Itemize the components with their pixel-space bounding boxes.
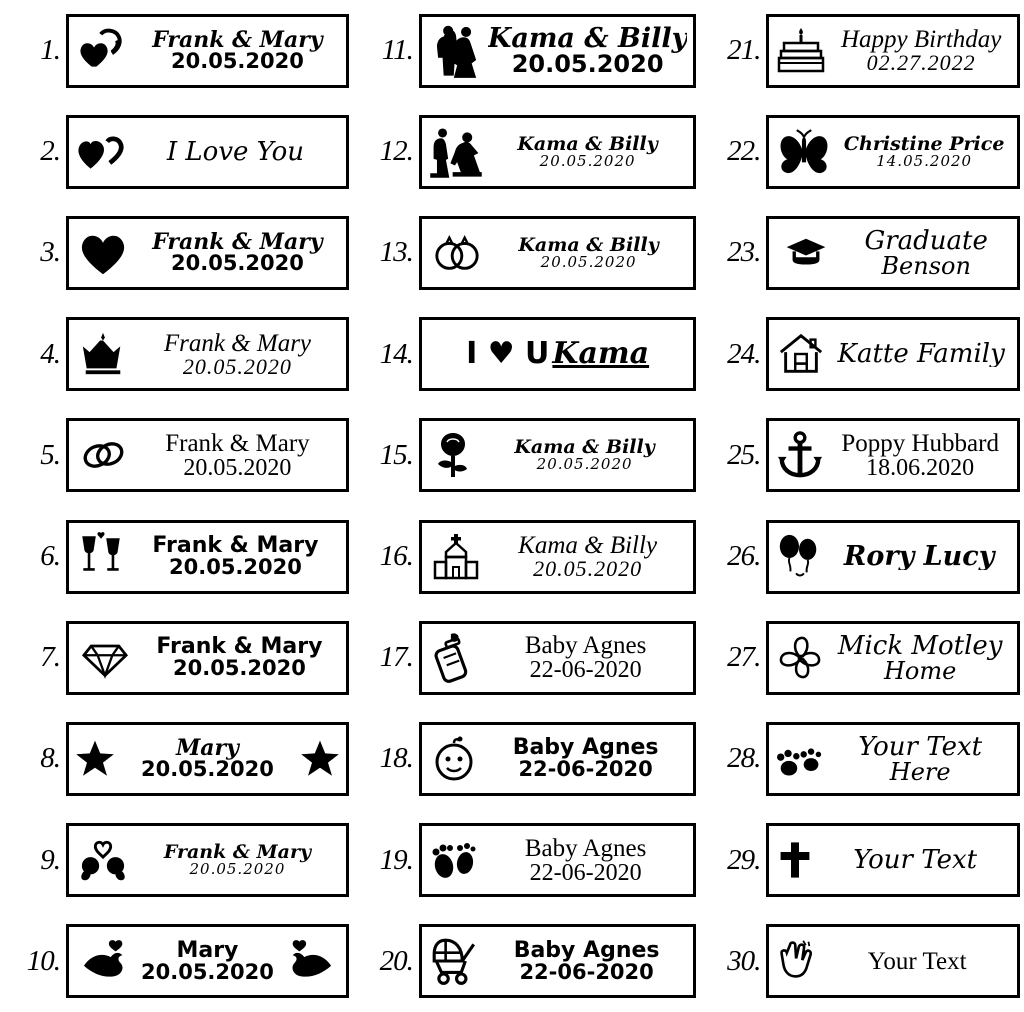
design-cell bbox=[700, 506, 1024, 607]
design-cell bbox=[0, 304, 353, 405]
love-birds-icon bbox=[75, 836, 131, 884]
design-line-2: 22-06-2020 bbox=[529, 859, 642, 885]
design-text bbox=[831, 27, 1011, 74]
design-plate[interactable] bbox=[766, 14, 1020, 88]
paw-prints-icon bbox=[775, 736, 825, 782]
design-number: 18. bbox=[379, 742, 413, 775]
design-line-1: Your Text bbox=[858, 733, 983, 762]
design-cell bbox=[700, 0, 1024, 101]
design-plate[interactable] bbox=[419, 520, 696, 594]
interlocked-rings-icon bbox=[428, 229, 486, 277]
design-plate[interactable] bbox=[419, 14, 696, 88]
design-plate[interactable] bbox=[66, 14, 349, 88]
baby-face-icon bbox=[428, 734, 480, 784]
design-line-2: 02.27.2022 bbox=[866, 50, 976, 75]
design-line-1: Baby Agnes bbox=[524, 633, 647, 660]
design-text bbox=[488, 533, 687, 580]
design-line-2: 18.06.2020 bbox=[866, 454, 975, 480]
design-text bbox=[135, 231, 340, 274]
peace-hand-icon bbox=[775, 936, 819, 986]
design-text bbox=[829, 734, 1011, 784]
design-cell bbox=[353, 708, 700, 809]
design-plate[interactable] bbox=[766, 115, 1020, 189]
design-cell bbox=[700, 101, 1024, 202]
design-number: 27. bbox=[727, 641, 761, 674]
stroller-icon bbox=[428, 935, 482, 987]
design-cell bbox=[353, 202, 700, 303]
design-text bbox=[135, 29, 340, 72]
design-text bbox=[488, 135, 687, 169]
design-cell bbox=[700, 202, 1024, 303]
design-number: 21. bbox=[727, 34, 761, 67]
design-line-2: 22-06-2020 bbox=[529, 657, 642, 683]
design-plate[interactable] bbox=[766, 924, 1020, 998]
design-cell bbox=[353, 607, 700, 708]
design-cell bbox=[0, 202, 353, 303]
design-number: 23. bbox=[727, 236, 761, 269]
design-number: 3. bbox=[40, 236, 60, 269]
doves-icon bbox=[278, 937, 340, 985]
design-text bbox=[135, 843, 340, 877]
design-plate[interactable] bbox=[766, 317, 1020, 391]
design-text bbox=[141, 940, 274, 983]
design-line-1: Baby Agnes bbox=[513, 939, 660, 963]
design-line-2: 20.05.2020 bbox=[141, 959, 274, 983]
design-text bbox=[135, 331, 340, 378]
design-plate[interactable] bbox=[766, 418, 1020, 492]
design-line-1: Frank & Mary bbox=[163, 330, 312, 357]
diamond-icon bbox=[75, 635, 135, 681]
design-cell bbox=[700, 607, 1024, 708]
design-cell bbox=[353, 101, 700, 202]
design-plate[interactable] bbox=[419, 317, 696, 391]
design-number: 14. bbox=[379, 337, 413, 370]
design-number: 8. bbox=[40, 742, 60, 775]
design-plate[interactable] bbox=[419, 216, 696, 290]
design-number: 24. bbox=[727, 337, 761, 370]
design-number: 1. bbox=[40, 34, 60, 67]
design-cell bbox=[700, 810, 1024, 911]
design-line-2: Kama bbox=[552, 339, 650, 370]
design-text bbox=[484, 633, 687, 682]
design-cell bbox=[0, 405, 353, 506]
cross-icon bbox=[775, 834, 815, 886]
design-cell bbox=[353, 506, 700, 607]
two-stars-icon bbox=[300, 739, 340, 779]
design-text bbox=[831, 341, 1011, 367]
design-text bbox=[131, 139, 340, 165]
design-number: 20. bbox=[379, 944, 413, 977]
design-line-2: 22-06-2020 bbox=[519, 959, 654, 983]
graduation-cap-icon bbox=[775, 232, 837, 274]
design-line-2: 20.05.2020 bbox=[540, 252, 637, 270]
design-line-2: 20.05.2020 bbox=[171, 49, 304, 73]
design-cell bbox=[0, 708, 353, 809]
design-number: 17. bbox=[379, 641, 413, 674]
design-line-2: Here bbox=[889, 757, 951, 784]
design-plate[interactable] bbox=[66, 924, 349, 998]
butterfly-icon bbox=[775, 126, 833, 178]
design-plate[interactable] bbox=[766, 216, 1020, 290]
design-plate[interactable] bbox=[419, 621, 696, 695]
wine-glasses-icon bbox=[75, 530, 127, 584]
design-cell bbox=[0, 506, 353, 607]
design-text bbox=[139, 636, 340, 679]
design-cell bbox=[0, 0, 353, 101]
design-number: 2. bbox=[40, 135, 60, 168]
design-line-2: 22-06-2020 bbox=[518, 757, 653, 781]
design-line-1: Kama & Billy bbox=[518, 533, 658, 560]
heart-icon bbox=[75, 126, 127, 178]
design-plate[interactable] bbox=[66, 216, 349, 290]
design-line-1: Happy Birthday bbox=[840, 27, 1002, 54]
design-cell bbox=[0, 101, 353, 202]
design-line-1: Frank & Mary bbox=[152, 29, 323, 54]
design-text bbox=[819, 847, 1011, 873]
design-number: 9. bbox=[40, 843, 60, 876]
design-number: 4. bbox=[40, 337, 60, 370]
design-cell bbox=[700, 405, 1024, 506]
design-line-1: Kama & Billy bbox=[517, 134, 658, 155]
design-text bbox=[823, 949, 1011, 974]
design-text bbox=[837, 135, 1011, 169]
baby-bottle-icon bbox=[428, 632, 480, 684]
design-number: 6. bbox=[40, 540, 60, 573]
design-cell bbox=[0, 911, 353, 1012]
design-cell bbox=[700, 708, 1024, 809]
bride-groom-icon bbox=[428, 20, 484, 82]
design-plate[interactable] bbox=[66, 823, 349, 897]
design-line-2: 20.05.2020 bbox=[536, 455, 633, 473]
design-cell bbox=[353, 911, 700, 1012]
design-line-1: Frank & Mary bbox=[152, 535, 319, 559]
design-plate[interactable] bbox=[766, 520, 1020, 594]
design-cell bbox=[353, 304, 700, 405]
two-stars-icon bbox=[75, 739, 115, 779]
design-line-1: Frank & Mary bbox=[165, 430, 310, 457]
design-text bbox=[484, 836, 687, 885]
design-text bbox=[428, 339, 687, 369]
design-line-1: Your Text bbox=[867, 948, 967, 974]
crown-icon bbox=[75, 330, 131, 378]
design-line-2: Home bbox=[884, 656, 957, 683]
design-plate[interactable] bbox=[66, 520, 349, 594]
design-line-1: I ♥ U bbox=[466, 339, 550, 370]
design-text bbox=[829, 431, 1011, 480]
design-text bbox=[119, 737, 296, 780]
house-icon bbox=[775, 330, 827, 378]
design-cell bbox=[353, 0, 700, 101]
design-text bbox=[482, 438, 687, 472]
design-text bbox=[827, 543, 1011, 570]
design-line-1: Graduate bbox=[864, 227, 988, 256]
design-line-1: Kama & Billy bbox=[487, 25, 688, 55]
design-line-1: Frank & Mary bbox=[152, 231, 323, 256]
design-text bbox=[135, 431, 340, 480]
design-line-1: Kama & Billy bbox=[518, 235, 659, 256]
design-number: 11. bbox=[381, 34, 413, 67]
design-number: 12. bbox=[379, 135, 413, 168]
design-line-2: 20.05.2020 bbox=[169, 555, 302, 579]
balloons-icon bbox=[775, 531, 823, 583]
design-text bbox=[486, 940, 687, 983]
clover-icon bbox=[775, 633, 825, 683]
design-text bbox=[829, 633, 1011, 683]
design-plate[interactable] bbox=[419, 823, 696, 897]
design-number: 22. bbox=[727, 135, 761, 168]
design-line-2: Benson bbox=[881, 251, 971, 278]
design-line-2: 20.05.2020 bbox=[173, 656, 306, 680]
design-number: 29. bbox=[727, 843, 761, 876]
design-number: 5. bbox=[40, 438, 60, 471]
design-line-2: 20.05.2020 bbox=[183, 454, 292, 480]
design-line-1: Baby Agnes bbox=[524, 835, 647, 862]
design-line-2: 20.05.2020 bbox=[141, 757, 274, 781]
design-plate[interactable] bbox=[66, 621, 349, 695]
design-text bbox=[484, 737, 687, 780]
heart-solid-icon bbox=[75, 225, 131, 281]
design-line-1: Mary bbox=[176, 939, 239, 963]
design-line-1: Katte Family bbox=[837, 341, 1005, 368]
design-line-1: Frank & Mary bbox=[163, 843, 312, 864]
doves-icon bbox=[75, 937, 137, 985]
design-number: 19. bbox=[379, 843, 413, 876]
proposal-icon bbox=[428, 123, 484, 181]
wedding-rings-icon bbox=[75, 431, 131, 479]
design-line-2: 14.05.2020 bbox=[876, 151, 973, 169]
design-text bbox=[488, 25, 687, 76]
birthday-cake-icon bbox=[775, 26, 827, 76]
design-line-2: 20.05.2020 bbox=[189, 860, 286, 878]
design-number: 25. bbox=[727, 438, 761, 471]
design-line-1: I Love You bbox=[166, 138, 304, 165]
double-heart-icon bbox=[75, 23, 131, 79]
design-plate[interactable] bbox=[419, 924, 696, 998]
design-cell bbox=[0, 810, 353, 911]
rose-icon bbox=[428, 429, 478, 481]
design-number: 28. bbox=[727, 742, 761, 775]
design-cell bbox=[353, 405, 700, 506]
design-line-2: 20.05.2020 bbox=[539, 151, 636, 169]
design-line-1: Mary bbox=[175, 737, 239, 762]
design-number: 7. bbox=[40, 641, 60, 674]
design-line-1: Frank & Mary bbox=[156, 636, 323, 660]
design-number: 13. bbox=[379, 236, 413, 269]
design-plate[interactable] bbox=[419, 115, 696, 189]
design-line-2: 20.05.2020 bbox=[171, 251, 304, 275]
design-plate[interactable] bbox=[766, 621, 1020, 695]
design-line-2: 20.05.2020 bbox=[533, 556, 643, 581]
design-cell bbox=[700, 304, 1024, 405]
design-text bbox=[490, 236, 687, 270]
baby-feet-icon bbox=[428, 835, 480, 885]
design-line-1: Mick Motley bbox=[837, 632, 1003, 661]
design-number: 30. bbox=[727, 944, 761, 977]
design-line-1: Your Text bbox=[853, 847, 978, 874]
design-line-1: Rory Lucy bbox=[843, 543, 995, 571]
design-line-2: 20.05.2020 bbox=[182, 353, 292, 378]
design-text bbox=[131, 535, 340, 578]
design-cell bbox=[700, 911, 1024, 1012]
design-cell bbox=[353, 810, 700, 911]
design-number: 15. bbox=[379, 438, 413, 471]
design-plate[interactable] bbox=[419, 722, 696, 796]
design-line-2: 20.05.2020 bbox=[511, 50, 664, 77]
church-icon bbox=[428, 532, 484, 582]
design-number: 26. bbox=[727, 540, 761, 573]
design-line-1: Baby Agnes bbox=[512, 737, 659, 761]
design-plate[interactable] bbox=[766, 823, 1020, 897]
design-line-1: Christine Price bbox=[843, 134, 1005, 155]
design-line-1: Poppy Hubbard bbox=[841, 430, 999, 457]
anchor-icon bbox=[775, 431, 825, 479]
design-plate[interactable] bbox=[66, 722, 349, 796]
design-plate[interactable] bbox=[66, 115, 349, 189]
design-number: 10. bbox=[26, 944, 60, 977]
design-plate[interactable] bbox=[419, 418, 696, 492]
design-cell bbox=[0, 607, 353, 708]
design-text bbox=[841, 228, 1011, 278]
design-line-1: Kama & Billy bbox=[514, 438, 655, 459]
design-plate[interactable] bbox=[66, 317, 349, 391]
design-plate[interactable] bbox=[766, 722, 1020, 796]
design-plate[interactable] bbox=[66, 418, 349, 492]
design-number: 16. bbox=[379, 540, 413, 573]
